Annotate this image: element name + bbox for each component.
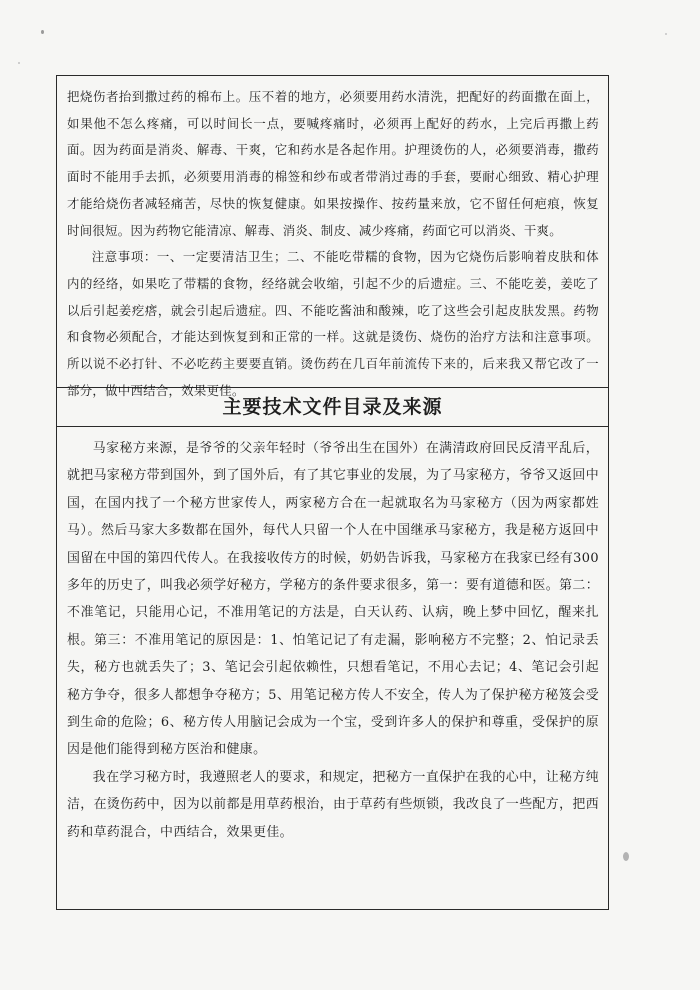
source-description-cell xyxy=(57,427,608,846)
form-table xyxy=(56,75,609,910)
source-paragraph: 马家秘方来源，是爷爷的父亲年轻时（爷爷出生在国外）在满清政府回民反清平乱后，就把马家秘方带到国外，到了国外后，有了其它事业的发展，为了马家秘方，爷爷又返回中国，在国内找了一个秘方世家传人，两家秘方合在一起就取名为马家秘方（因为两家都姓马）。然后马家大多数都在国外，每代人只留一个人在中国继承马家秘方，我是秘方返回中国留在中国的第四代传人。在我接收传方的时候，奶奶告诉我，马家秘方在我家已经有300多年的历史了，叫我必须学好秘方，学秘方的条件要求很多，第一：要有道德和医。第二：不准笔记，只能用心记，不准用笔记的方法是，白天认药、认病，晚上梦中回忆，醒来扎根。第三：不准用笔记的原因是：1、怕笔记记了有走漏，影响秘方不完整；2、怕记录丢失，秘方也就丢失了；3、笔记会引起依赖性，只想看笔记，不用心去记；4、笔记会引起秘方争夺，很多人都想争夺秘方；5、用笔记秘方传人不安全，传人为了保护秘方秘笈会受到生命的危险；6、秘方传人用脑记会成为一个宝，受到许多人的保护和尊重，受保护的原因是他们能得到秘方医治和健康。 xyxy=(67,441,599,758)
improvement-paragraph: 我在学习秘方时，我遵照老人的要求，和规定，把秘方一直保护在我的心中，让秘方纯洁，在烫伤药中，因为以前都是用草药根治，由于草药有些烦锁，我改良了一些配方，把西药和草药混合，中西结合，效果更佳。 xyxy=(67,769,599,840)
treatment-description-cell xyxy=(57,76,608,398)
section-title: 主要技术文件目录及来源 xyxy=(57,388,608,427)
scan-speck xyxy=(665,33,667,35)
scan-speck xyxy=(623,852,629,861)
treatment-paragraph: 把烧伤者抬到撒过药的棉布上。压不着的地方，必须要用药水清洗，把配好的药面撒在面上，如果他不怎么疼痛，可以时间长一点，要喊疼痛时，必须再上配好的药水，上完后再撒上药面。因为药面是消炎、解毒、干爽，它和药水是各起作用。护理烫伤的人，必须要消毒，撒药面时不能用手去抓，必须要用消毒的棉签和纱布或者带消过毒的手套，要耐心细致、精心护理才能给烧伤者减轻痛苦，尽快的恢复健康。如果按操作、按药量来放，它不留任何疤痕，恢复时间很短。因为药物它能清凉、解毒、消炎、制皮、减少疼痛，药面它可以消炎、干爽。 xyxy=(67,89,599,238)
scan-speck xyxy=(41,30,44,34)
precautions-paragraph: 注意事项：一、一定要清洁卫生；二、不能吃带糯的食物，因为它烧伤后影响着皮肤和体内的经络，如果吃了带糯的食物，经络就会收缩，引起不少的后遗症。三、不能吃姜，姜吃了以后引起姜疙瘩，就会引起后遗症。四、不能吃酱油和酸辣，吃了这些会引起皮肤发黑。药物和食物必须配合，才能达到恢复到和正常的一样。这就是烫伤、烧伤的治疗方法和注意事项。所以说不必打针、不必吃药主要要直销。烫伤药在几百年前流传下来的，后来我又帮它改了一部分，做中西结合，效果更佳。 xyxy=(67,249,599,398)
scan-speck xyxy=(18,62,20,64)
